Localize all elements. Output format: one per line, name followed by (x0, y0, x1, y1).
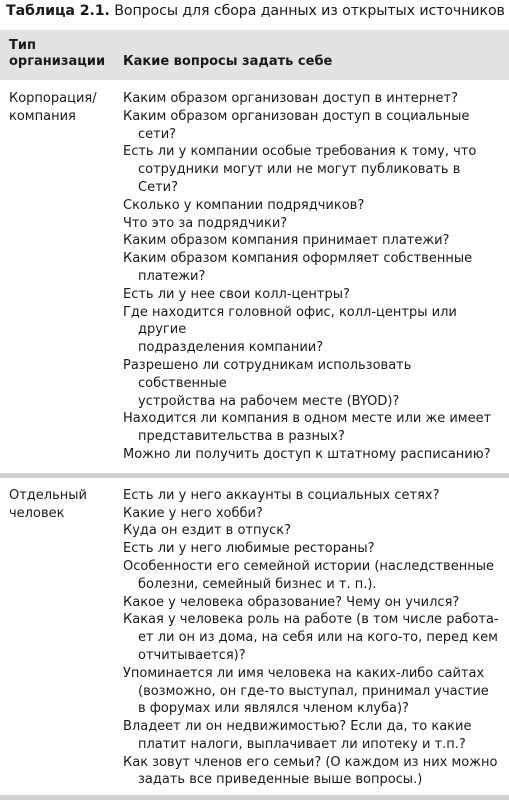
table-row-corporation (0, 90, 509, 464)
question-item: Каким образом компания оформляет собственные платежи? (123, 251, 473, 284)
question-item: Особенности его семейной истории (наследственные болезни, семейный бизнес и т. п.). (123, 558, 494, 592)
header-questions: Какие вопросы задать себе (123, 54, 333, 69)
question-item: Можно ли получить доступ к штатному расписанию? (123, 446, 491, 462)
question-list (123, 90, 501, 464)
question-item: Какие у него хобби? (123, 505, 263, 521)
question-list (123, 487, 501, 790)
question-item: Как зовут членов его семьи? (О каждом из них можно задать все приведенные выше вопросы.) (123, 754, 498, 788)
question-item: Есть ли у него аккаунты в социальных сетях? (123, 487, 440, 503)
row-divider (0, 473, 509, 478)
question-item: Есть ли у нее свои колл-центры? (123, 286, 350, 302)
question-item: Каким образом организован доступ в интернет? (123, 91, 459, 106)
table-bottom-rule (0, 795, 509, 800)
question-item: Сколько у компании подрядчиков? (123, 197, 365, 213)
question-item: Куда он ездит в отпуск? (123, 523, 292, 539)
question-item: Каким образом компания принимает платежи? (123, 233, 450, 249)
table-row-individual (0, 487, 509, 790)
caption-title: Вопросы для сбора данных из открытых источников (114, 3, 505, 19)
org-type-label: Корпорация/ компания (9, 91, 97, 124)
question-item: Владеет ли он недвижимостью? Если да, то какие платит налоги, выплачивает ли ипотеку и т.п.? (123, 719, 472, 752)
question-item: Какая у человека роль на работе (в том числе работа- ет ли он из дома, на себя или на кого-то, перед кем отчитывается)? (123, 612, 499, 663)
question-item: Есть ли у него любимые рестораны? (123, 541, 375, 557)
table-header (0, 30, 509, 80)
header-org-type: Тип организации (9, 38, 106, 69)
caption-number: Таблица 2.1. (6, 3, 110, 19)
questions-table (0, 30, 509, 800)
question-item: Каким образом организован доступ в социальные сети? (123, 108, 470, 142)
question-item: Находится ли компания в одном месте или же имеет представительства в разных? (123, 411, 492, 445)
question-item: Разрешено ли сотрудникам использовать собственные устройства на рабочем месте (BYOD)? (123, 357, 412, 409)
question-item: Есть ли у компании особые требования к тому, что сотрудники могут или не могут публиковать в Сети? (123, 144, 477, 195)
question-item: Упоминается ли имя человека на каких-либо сайтах (возможно, он где-то выступал, принимал участие в форумах или являлся членом клуба)? (123, 665, 489, 717)
table-caption (6, 2, 505, 21)
question-item: Какое у человека образование? Чему он учился? (123, 594, 460, 610)
question-item: Что это за подрядчики? (123, 215, 288, 231)
question-item: Где находится головной офис, колл-центры или другие подразделения компании? (123, 304, 457, 356)
org-type-label: Отдельный человек (9, 487, 87, 521)
